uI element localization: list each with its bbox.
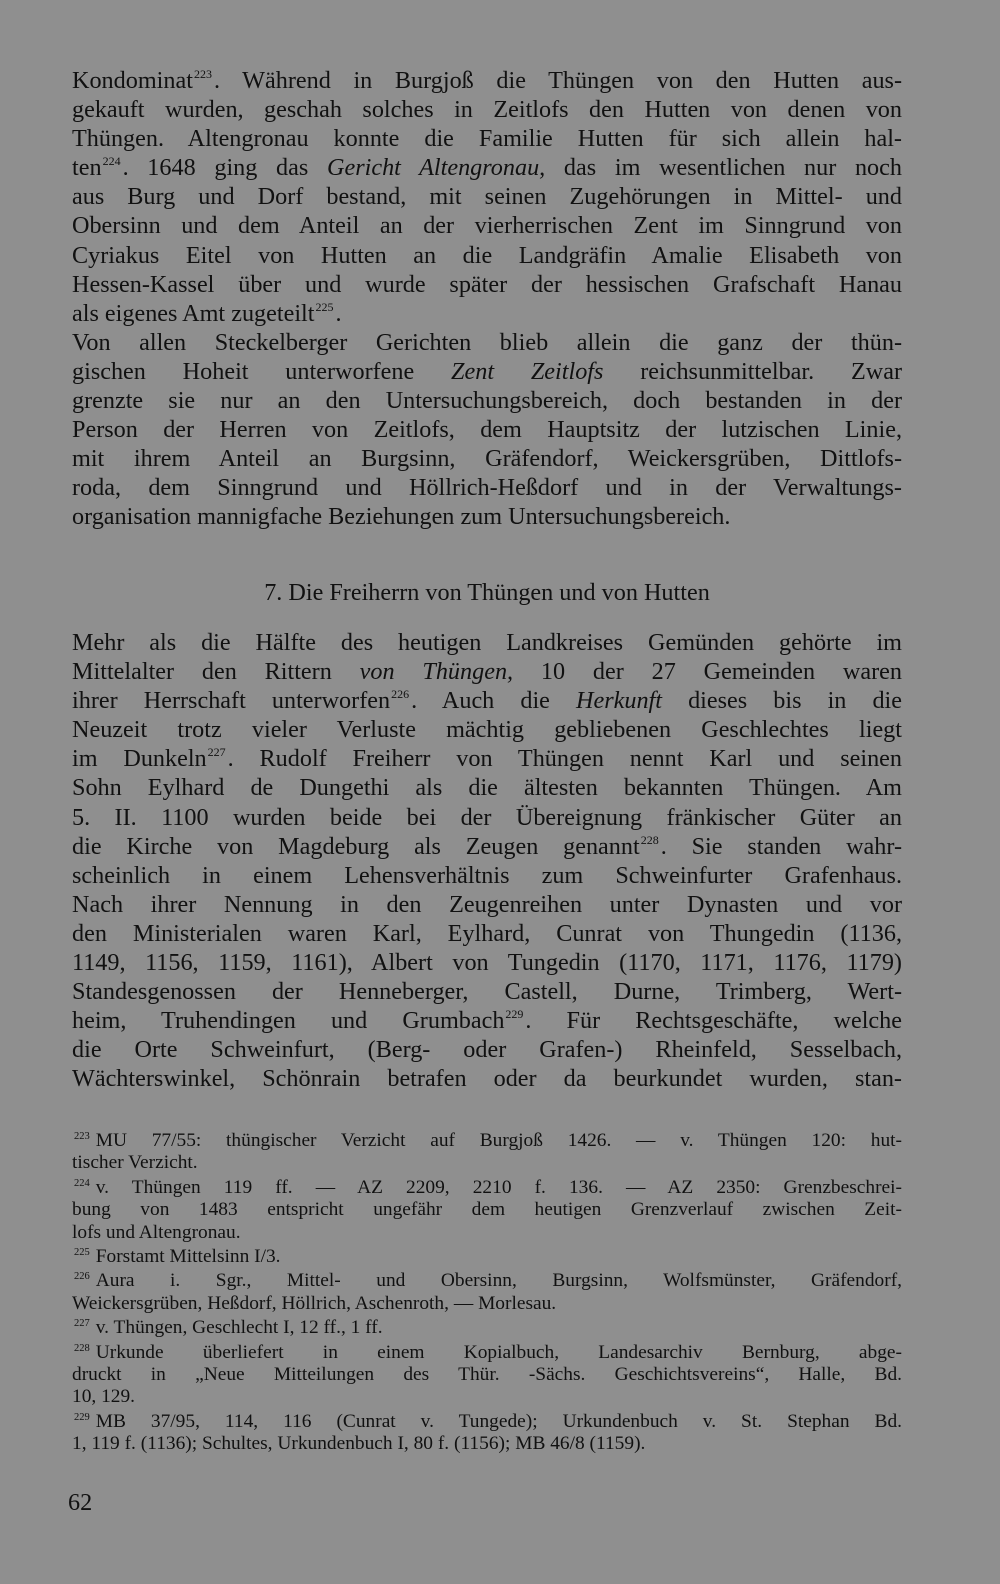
emphasis-zent-zeitlofs: Zent Zeitlofs bbox=[451, 357, 604, 385]
page-number: 62 bbox=[68, 1489, 93, 1516]
footnote-number: 227 bbox=[74, 1318, 90, 1330]
text-line: Person der Herren von Zeitlofs, dem Hauptsitz der lutzischen Linie, bbox=[72, 416, 902, 444]
text-line: die Orte Schweinfurt, (Berg- oder Grafen-) Rheinfeld, Sesselbach, bbox=[72, 1036, 902, 1064]
emphasis-gericht-altengronau: Gericht Altengronau, bbox=[327, 154, 546, 182]
footnote-number: 229 bbox=[74, 1411, 90, 1423]
text-line: Sohn Eylhard de Dungethi als die ältesten bekannten Thüngen. Am bbox=[72, 774, 902, 802]
text-line: mit ihrem Anteil an Burgsinn, Gräfendorf, Weickersgrüben, Dittlofs- bbox=[72, 445, 902, 473]
footnote-ref: 225 bbox=[315, 299, 334, 314]
text-line: die Kirche von Magdeburg als Zeugen genannt$^{228}$. Sie standen wahr- bbox=[72, 832, 903, 860]
text-line: gekauft wurden, geschah solches in Zeitlofs den Hutten von denen von bbox=[72, 96, 902, 124]
text-line: Nach ihrer Nennung in den Zeugenreihen unter Dynasten und vor bbox=[72, 890, 902, 918]
paragraph-hutten-thuengen bbox=[72, 66, 902, 532]
footnote-ref: 229 bbox=[505, 1007, 524, 1022]
text-line: Neuzeit trotz vieler Verluste mächtig gebliebenen Geschlechtes liegt bbox=[72, 716, 902, 744]
footnote-number: 226 bbox=[74, 1271, 90, 1283]
footnote-ref: 226 bbox=[391, 687, 410, 702]
text-line: ihrer Herrschaft unterworfen$^{226}$. Auch die Herkunft dieses bis in die bbox=[72, 687, 903, 715]
text-line: gischen Hoheit unterworfene Zent Zeitlofs reichsunmittelbar. Zwar bbox=[72, 357, 903, 385]
paragraph-freiherrn-von-thuengen bbox=[72, 628, 902, 1094]
text-line: heim, Truhendingen und Grumbach$^{229}$. Für Rechtsgeschäfte, welche bbox=[72, 1007, 902, 1035]
text-line: Hessen-Kassel über und wurde später der hessischen Grafschaft Hanau bbox=[72, 270, 902, 298]
text-line: grenzte sie nur an den Untersuchungsbereich, doch bestanden in der bbox=[72, 387, 902, 415]
text-line: Obersinn und dem Anteil an der vierherrischen Zent im Sinngrund von bbox=[72, 212, 902, 240]
footnote-223: $^{223}$ MU 77/55: thüngischer Verzicht auf Burgjoß 1426. — v. Thüngen 120: hut- tischer Verzicht. bbox=[72, 1130, 902, 1174]
text-line: Kondominat$^{223}$. Während in Burgjoß die Thüngen von den Hutten aus- bbox=[72, 67, 902, 94]
footnote-227: $^{227}$ v. Thüngen, Geschlecht I, 12 ff., 1 ff. bbox=[74, 1317, 383, 1339]
footnote-number: 228 bbox=[74, 1342, 90, 1354]
footnote-ref: 224 bbox=[102, 154, 121, 169]
footnote-number: 223 bbox=[74, 1131, 90, 1142]
footnote-224: $^{224}$ v. Thüngen 119 ff. — AZ 2209, 2210 f. 136. — AZ 2350: Grenzbeschrei- bung von 1483 entspricht ungefähr dem heutigen Grenzverlauf zwischen Zeit- lofs und Altengronau. bbox=[72, 1176, 902, 1243]
text-line: scheinlich in einem Lehensverhältnis zum Schweinfurter Grafenhaus. bbox=[72, 861, 902, 889]
footnote-225: $^{225}$ Forstamt Mittelsinn I/3. bbox=[74, 1246, 281, 1268]
text-line: als eigenes Amt zugeteilt$^{225}$. bbox=[72, 299, 342, 327]
emphasis-herkunft: Herkunft bbox=[576, 687, 662, 715]
text-line: 5. II. 1100 wurden beide bei der Übereignung fränkischer Güter an bbox=[72, 803, 902, 831]
text-line: Mehr als die Hälfte des heutigen Landkreises Gemünden gehörte im bbox=[72, 629, 902, 656]
footnote-229: $^{229}$ MB 37/95, 114, 116 (Cunrat v. Tungede); Urkundenbuch v. St. Stephan Bd. 1, 119 f. (1136); Schultes, Urkundenbuch I, 80 f. (1156); MB 46/8 (1159). bbox=[72, 1410, 902, 1455]
text-line: 1149, 1156, 1159, 1161), Albert von Tungedin (1170, 1171, 1176, 1179) bbox=[72, 949, 902, 977]
text-line: roda, dem Sinngrund und Höllrich-Heßdorf und in der Verwaltungs- bbox=[72, 474, 902, 502]
text-line: Standesgenossen der Henneberger, Castell, Durne, Trimberg, Wert- bbox=[72, 978, 902, 1006]
footnotes bbox=[72, 1130, 902, 1458]
footnote-ref: 223 bbox=[193, 67, 212, 81]
footnote-ref: 227 bbox=[207, 745, 226, 760]
text-line: Thüngen. Altengronau konnte die Familie Hutten für sich allein hal- bbox=[72, 125, 902, 153]
text-line: ten$^{224}$. 1648 ging das Gericht Altengronau, das im wesentlichen nur noch bbox=[72, 154, 902, 182]
text-line: Wächterswinkel, Schönrain betrafen oder da beurkundet wurden, stan- bbox=[72, 1065, 902, 1093]
emphasis-von-thuengen: von Thüngen, bbox=[359, 658, 514, 686]
footnote-number: 225 bbox=[74, 1247, 90, 1259]
text-line: aus Burg und Dorf bestand, mit seinen Zugehörungen in Mittel- und bbox=[72, 183, 902, 211]
footnote-226: $^{226}$ Aura i. Sgr., Mittel- und Obersinn, Burgsinn, Wolfsmünster, Gräfendorf, Weickersgrüben, Heßdorf, Höllrich, Aschenroth, — Morlesau. bbox=[72, 1270, 902, 1314]
text-line: im Dunkeln$^{227}$. Rudolf Freiherr von Thüngen nennt Karl und seinen bbox=[72, 745, 902, 773]
text-line: den Ministerialen waren Karl, Eylhard, Cunrat von Thungedin (1136, bbox=[72, 919, 902, 947]
section-heading: 7. Die Freiherrn von Thüngen und von Hutten bbox=[264, 579, 710, 606]
text-line: organisation mannigfache Beziehungen zum Untersuchungsbereich. bbox=[72, 503, 731, 531]
footnote-number: 224 bbox=[74, 1177, 90, 1189]
footnote-ref: 228 bbox=[640, 832, 659, 847]
text-line: Mittelalter den Rittern von Thüngen, 10 der 27 Gemeinden waren bbox=[72, 658, 902, 686]
footnote-228: $^{228}$ Urkunde überliefert in einem Kopialbuch, Landesarchiv Bernburg, abge- druckt in „Neue Mitteilungen des Thür. -Sächs. Geschichtsvereins“, Halle, Bd. 10, 129. bbox=[72, 1341, 902, 1408]
text-line: Cyriakus Eitel von Hutten an die Landgräfin Amalie Elisabeth von bbox=[72, 241, 902, 269]
text-line: Von allen Steckelberger Gerichten blieb allein die ganz der thün- bbox=[72, 328, 902, 356]
